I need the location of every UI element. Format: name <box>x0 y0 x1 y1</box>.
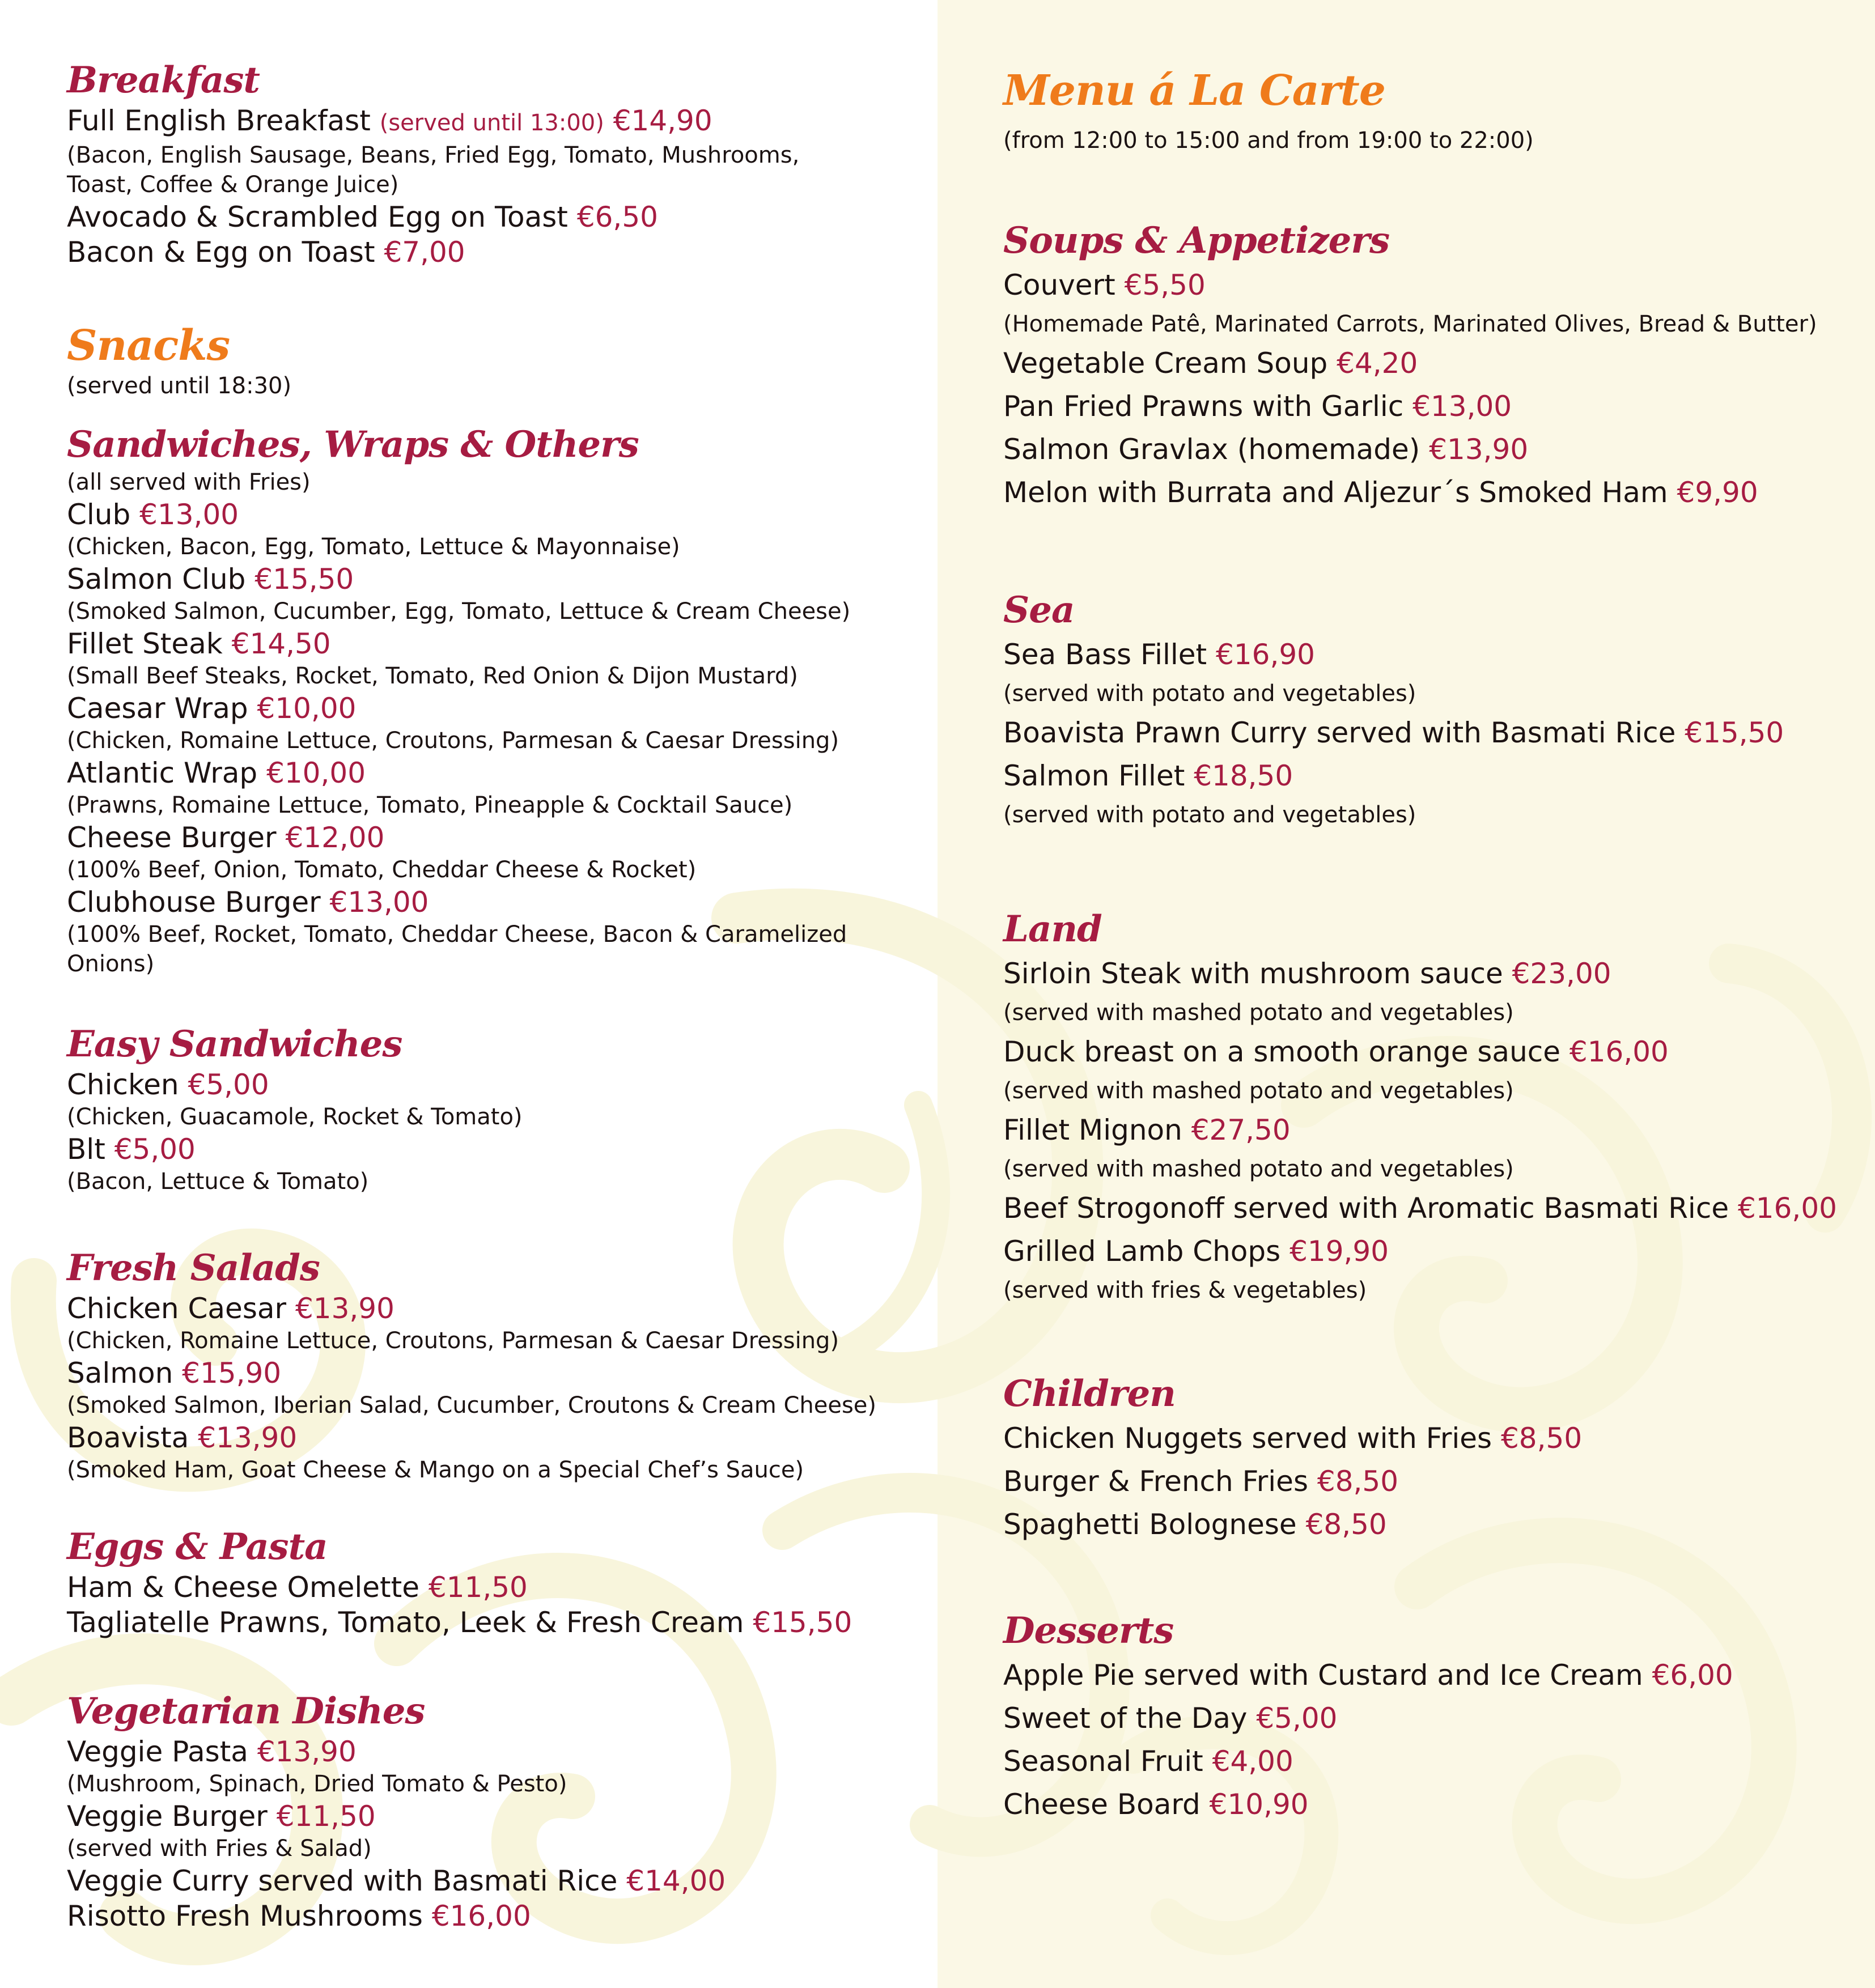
item-inline-note: (served until 13:00) <box>379 110 604 136</box>
item-name: Vegetable Cream Soup <box>1003 347 1337 380</box>
item-name: Beef Strogonoff served with Aromatic Basmati Rice <box>1003 1192 1738 1225</box>
menu-item <box>1003 1187 1837 1230</box>
item-name: Melon with Burrata and Aljezur´s Smoked Ham <box>1003 476 1677 509</box>
item-name: Couvert <box>1003 269 1125 301</box>
menu-item <box>1003 711 1784 754</box>
item-name: Ham & Cheese Omelette <box>67 1571 429 1604</box>
item-description: (served with mashed potato and vegetables) <box>1003 1078 1514 1104</box>
item-price: €6,50 <box>576 201 658 233</box>
section-title-land: Land <box>1003 908 1102 950</box>
item-price: €15,50 <box>254 563 354 596</box>
item-name: Blt <box>67 1133 114 1166</box>
item-description: (served with mashed potato and vegetables) <box>1003 1000 1514 1026</box>
item-price: €6,00 <box>1652 1659 1733 1692</box>
menu-item <box>67 885 860 920</box>
item-name: Veggie Burger <box>67 1800 277 1833</box>
section-sandwiches <box>67 422 860 979</box>
menu-item <box>1003 342 1817 385</box>
item-price: €10,90 <box>1209 1788 1309 1821</box>
item-name: Sirloin Steak with mushroom sauce <box>1003 957 1512 990</box>
item-name: Cheese Board <box>1003 1788 1210 1821</box>
item-description: (Smoked Salmon, Cucumber, Egg, Tomato, Lettuce & Cream Cheese) <box>67 598 851 625</box>
item-price: €12,00 <box>285 821 385 854</box>
section-note: (from 12:00 to 15:00 and from 19:00 to 22:00) <box>1003 128 1534 154</box>
item-description: (100% Beef, Onion, Tomato, Cheddar Cheese & Rocket) <box>67 857 697 883</box>
menu-item <box>1003 1108 1837 1152</box>
item-price: €5,00 <box>188 1068 269 1101</box>
section-title-breakfast: Breakfast <box>67 59 260 101</box>
item-price: €15,50 <box>1685 716 1784 749</box>
item-name: Caesar Wrap <box>67 692 257 725</box>
item-description: (Chicken, Bacon, Egg, Tomato, Lettuce & Mayonnaise) <box>67 534 680 560</box>
item-name: Risotto Fresh Mushrooms <box>67 1900 432 1932</box>
section-children <box>1003 1371 1582 1546</box>
item-name: Boavista Prawn Curry served with Basmati Rice <box>1003 716 1685 749</box>
item-description: (Small Beef Steaks, Rocket, Tomato, Red Onion & Dijon Mustard) <box>67 663 798 689</box>
item-name: Salmon Fillet <box>1003 759 1194 792</box>
item-price: €8,50 <box>1305 1508 1387 1541</box>
menu-item <box>1003 1460 1582 1503</box>
item-price: €14,90 <box>604 104 712 137</box>
item-description: (Mushroom, Spinach, Dried Tomato & Pesto) <box>67 1771 567 1797</box>
menu-item <box>1003 1417 1582 1460</box>
item-price: €16,00 <box>431 1900 531 1932</box>
menu-item <box>1003 1783 1733 1826</box>
item-price: €13,00 <box>139 498 239 531</box>
item-price: €5,00 <box>114 1133 196 1166</box>
item-description: (Chicken, Romaine Lettuce, Croutons, Parmesan & Caesar Dressing) <box>67 1328 839 1354</box>
item-price: €13,90 <box>295 1292 394 1325</box>
section-snacks <box>67 320 291 401</box>
menu-item <box>67 820 860 855</box>
menu-item <box>67 103 860 141</box>
menu-item <box>67 1420 876 1455</box>
item-name: Sea Bass Fillet <box>1003 638 1216 671</box>
menu-item <box>1003 1030 1837 1073</box>
item-name: Veggie Curry served with Basmati Rice <box>67 1864 627 1897</box>
item-name: Fillet Mignon <box>1003 1114 1191 1146</box>
section-title-soups: Soups & Appetizers <box>1003 219 1390 262</box>
item-name: Full English Breakfast <box>67 104 380 137</box>
menu-item <box>1003 754 1784 797</box>
menu-item <box>67 1132 523 1167</box>
item-price: €8,50 <box>1500 1422 1583 1455</box>
menu-item <box>1003 264 1817 307</box>
item-name: Club <box>67 498 140 531</box>
item-price: €11,50 <box>428 1571 528 1604</box>
item-price: €23,00 <box>1512 957 1611 990</box>
item-price: €8,50 <box>1317 1465 1399 1498</box>
item-name: Chicken Caesar <box>67 1292 295 1325</box>
menu-item <box>1003 952 1837 995</box>
menu-item <box>67 1605 852 1640</box>
item-description: (served with potato and vegetables) <box>1003 681 1416 707</box>
item-price: €16,90 <box>1216 638 1315 671</box>
menu-item <box>67 1356 876 1391</box>
item-description: (Chicken, Romaine Lettuce, Croutons, Parmesan & Caesar Dressing) <box>67 728 839 754</box>
item-price: €5,00 <box>1256 1702 1338 1735</box>
menu-item <box>67 691 860 726</box>
item-price: €15,50 <box>753 1606 852 1639</box>
item-name: Atlantic Wrap <box>67 757 267 789</box>
item-name: Veggie Pasta <box>67 1735 257 1768</box>
item-price: €4,20 <box>1337 347 1418 380</box>
item-name: Chicken Nuggets served with Fries <box>1003 1422 1501 1455</box>
item-price: €11,50 <box>276 1800 376 1833</box>
section-carte <box>1003 65 1534 158</box>
item-price: €10,00 <box>266 757 366 789</box>
section-fresh-salads <box>67 1246 876 1485</box>
section-title-snacks: Snacks <box>67 321 230 370</box>
item-description: (served with potato and vegetables) <box>1003 802 1416 828</box>
menu-item <box>67 199 860 235</box>
section-title-easy-sandwiches: Easy Sandwiches <box>67 1023 402 1065</box>
item-description: (Bacon, English Sausage, Beans, Fried Egg, Tomato, Mushrooms, Toast, Coffee & Orange Juice) <box>67 142 800 198</box>
item-name: Grilled Lamb Chops <box>1003 1235 1290 1268</box>
section-title-carte: Menu á La Carte <box>1003 66 1385 115</box>
item-name: Salmon Gravlax (homemade) <box>1003 433 1429 466</box>
item-price: €10,00 <box>257 692 357 725</box>
item-price: €14,50 <box>231 627 331 660</box>
item-name: Clubhouse Burger <box>67 886 330 919</box>
menu-item <box>1003 1697 1733 1740</box>
item-name: Avocado & Scrambled Egg on Toast <box>67 201 577 233</box>
item-price: €27,50 <box>1191 1114 1291 1146</box>
menu-item <box>67 1898 726 1934</box>
section-soups <box>1003 218 1817 514</box>
item-name: Spaghetti Bolognese <box>1003 1508 1306 1541</box>
item-name: Fillet Steak <box>67 627 232 660</box>
item-price: €14,00 <box>626 1864 726 1897</box>
section-title-fresh-salads: Fresh Salads <box>67 1247 320 1289</box>
item-description: (100% Beef, Rocket, Tomato, Cheddar Cheese, Bacon & Caramelized Onions) <box>67 921 847 977</box>
item-price: €16,00 <box>1569 1035 1669 1068</box>
item-description: (Bacon, Lettuce & Tomato) <box>67 1169 369 1195</box>
item-name: Seasonal Fruit <box>1003 1745 1212 1778</box>
menu-item <box>1003 1503 1582 1546</box>
item-description: (Homemade Patê, Marinated Carrots, Marinated Olives, Bread & Butter) <box>1003 311 1817 337</box>
section-title-desserts: Desserts <box>1003 1609 1174 1652</box>
item-name: Bacon & Egg on Toast <box>67 236 384 269</box>
item-price: €4,00 <box>1212 1745 1293 1778</box>
item-price: €15,90 <box>182 1357 282 1390</box>
section-sea <box>1003 588 1784 832</box>
item-price: €13,00 <box>329 886 429 919</box>
section-title-sandwiches: Sandwiches, Wraps & Others <box>67 423 639 466</box>
section-note: (served until 18:30) <box>67 373 292 399</box>
item-description: (served with fries & vegetables) <box>1003 1277 1367 1303</box>
item-description: (Smoked Ham, Goat Cheese & Mango on a Special Chef’s Sauce) <box>67 1457 804 1483</box>
item-description: (served with Fries & Salad) <box>67 1836 372 1862</box>
item-description: (Smoked Salmon, Iberian Salad, Cucumber, Croutons & Cream Cheese) <box>67 1392 877 1418</box>
item-price: €18,50 <box>1194 759 1293 792</box>
item-name: Sweet of the Day <box>1003 1702 1257 1735</box>
section-desserts <box>1003 1608 1733 1826</box>
item-name: Cheese Burger <box>67 821 286 854</box>
menu-item <box>67 1734 726 1769</box>
item-price: €13,90 <box>1429 433 1529 466</box>
item-name: Duck breast on a smooth orange sauce <box>1003 1035 1569 1068</box>
section-note: (all served with Fries) <box>67 469 311 495</box>
menu-item <box>67 1863 726 1898</box>
item-price: €13,90 <box>257 1735 357 1768</box>
item-name: Pan Fried Prawns with Garlic <box>1003 390 1413 423</box>
section-land <box>1003 907 1837 1308</box>
item-description: (Prawns, Romaine Lettuce, Tomato, Pineapple & Cocktail Sauce) <box>67 792 793 818</box>
item-name: Chicken <box>67 1068 188 1101</box>
item-description: (served with mashed potato and vegetables) <box>1003 1156 1514 1182</box>
menu-item <box>1003 385 1817 428</box>
section-breakfast <box>67 58 860 270</box>
item-price: €9,90 <box>1677 476 1758 509</box>
item-name: Boavista <box>67 1421 198 1454</box>
menu-item <box>1003 471 1817 514</box>
section-title-vegetarian: Vegetarian Dishes <box>67 1690 425 1732</box>
menu-item <box>67 755 860 791</box>
section-title-eggs-pasta: Eggs & Pasta <box>67 1526 328 1568</box>
menu-item <box>1003 1230 1837 1273</box>
section-vegetarian <box>67 1689 726 1934</box>
item-price: €16,00 <box>1737 1192 1837 1225</box>
section-title-sea: Sea <box>1003 589 1075 631</box>
item-price: €13,90 <box>198 1421 298 1454</box>
menu-item <box>67 562 860 597</box>
item-price: €13,00 <box>1412 390 1512 423</box>
menu-item <box>1003 1740 1733 1783</box>
item-name: Tagliatelle Prawns, Tomato, Leek & Fresh Cream <box>67 1606 753 1639</box>
item-price: €19,90 <box>1289 1235 1389 1268</box>
section-eggs-pasta <box>67 1524 852 1640</box>
menu-item <box>67 626 860 661</box>
menu-item <box>1003 428 1817 471</box>
item-price: €7,00 <box>384 236 465 269</box>
menu-item <box>67 1291 876 1326</box>
item-price: €5,50 <box>1124 269 1206 301</box>
section-title-children: Children <box>1003 1373 1176 1415</box>
menu-item <box>67 1067 523 1102</box>
item-name: Burger & French Fries <box>1003 1465 1317 1498</box>
item-name: Salmon Club <box>67 563 255 596</box>
menu-item <box>67 497 860 532</box>
menu-item <box>1003 1654 1733 1697</box>
menu-item <box>67 235 860 270</box>
item-description: (Chicken, Guacamole, Rocket & Tomato) <box>67 1104 523 1130</box>
section-easy-sandwiches <box>67 1022 523 1196</box>
menu-item <box>67 1570 852 1605</box>
item-name: Salmon <box>67 1357 183 1390</box>
item-name: Apple Pie served with Custard and Ice Cream <box>1003 1659 1652 1692</box>
menu-item <box>67 1799 726 1834</box>
menu-item <box>1003 633 1784 676</box>
